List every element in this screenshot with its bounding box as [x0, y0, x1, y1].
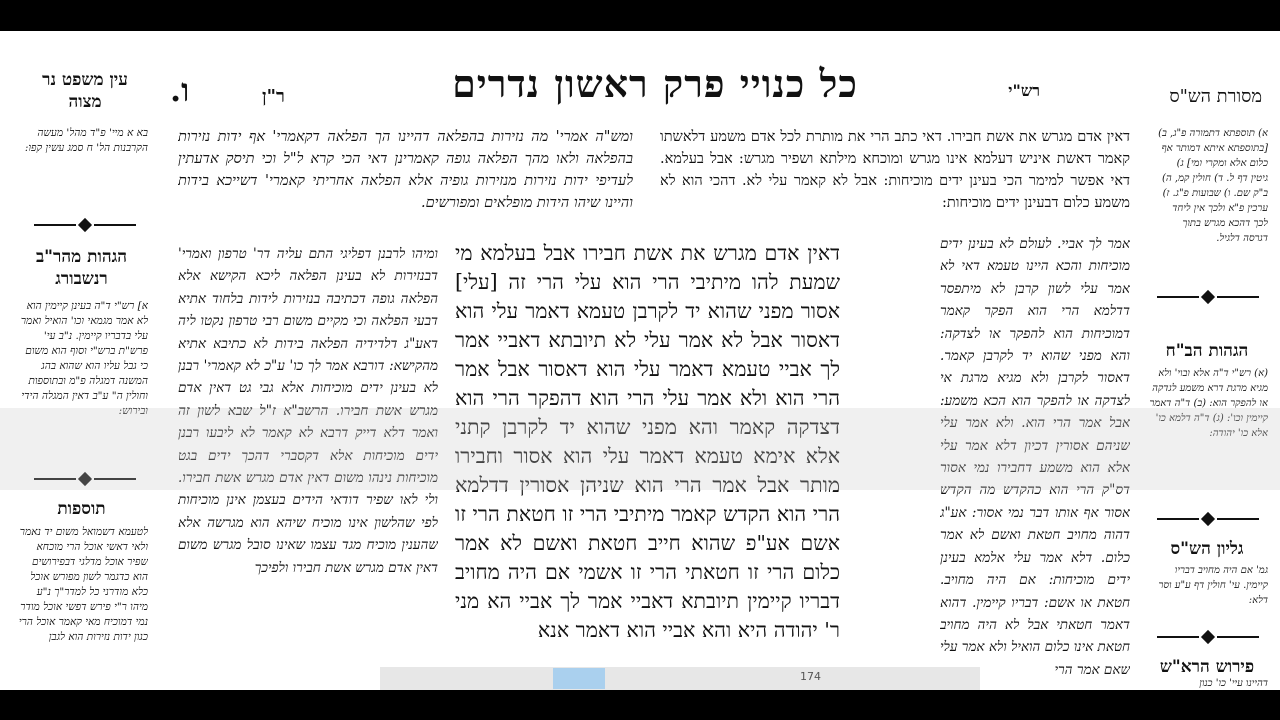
rashi-text: דאין אדם מגרש את אשת חבירו. דאי כתב הרי את מותרת לכל אדם משמע דלאשתו קאמר דאשת איניש דעלמא אינו מגרש ומוכחא מילתא ושפיר מגרש: אבל בעלמא. דאי אפשר למימר הכי בעינן ידים מוכיחות: אבל לא קאמר עלי לא. דהכי הוא לא משמע כלום דבעינן ידים מוכיחות: — [660, 129, 1130, 211]
gilyon-hashas-heading: גליון הש"ס — [1170, 539, 1244, 559]
page-number-indicator[interactable]: 174 — [800, 670, 821, 683]
perush-harosh-text: דהיינו עיי' כו' כנון — [1199, 678, 1268, 689]
ein-mishpat-title: עין משפט נר מצוה — [42, 70, 128, 112]
gilyon-column — [1148, 563, 1268, 618]
hagahot-habach-text: (א) רש"י ד"ה אלא ובוי' ולא מגיא מרגת דרא משמע לגדקה או להפקר הוא: (ב) ד"ה דאמר קיימין וכו': (ג) ד"ה דלמא כו' אלא כו' יהודה: — [1149, 368, 1268, 439]
rashi-text-continued: אמר לך אביי. לעולם לא בעינן ידים מוכיחות והכא היינו טעמא דאי לא אמר עלי לשון קרבן לא מיתפסר דדלמא הרי הוא הפקר קאמר דמוכיחות הוא להפקר או לצדקה: והא מפני שהוא יד לקרבן קאמר. דאסור לקרבן ולא מגיא מרגת אי לצדקה או להפקר הוא הכא משמע: אבל אמר הרי הוא. ולא אמר עלי שניהם אסורין דכיון דלא אמר עלי אלא הוא משמע דחבירו נמי אסור דס"ק הרי הוא כהקדש מה הקדש אסור אף אותו דבר נמי אסור: אע"ג דהוה מחויב חטאת ואשם לא אמר כלום. דלא אמר עלי אלמא בעינן ידים מוכיחות: אם היה מחויב. חטאת או אשם: דבריו קיימין. דהוא דאמר חטאתי אבל לא היה מחויב חטאת אינו כלום הואיל ולא אמר עלי שאם אמר הרי — [940, 236, 1130, 678]
top-letterbox — [0, 0, 1280, 31]
tosafot-column — [18, 525, 148, 693]
hagahot-maharab-heading: הגהות מהר"ב רנשבורג — [35, 247, 128, 289]
toolbar-active-button[interactable] — [553, 668, 605, 689]
ran-text-continued: ומיהו לרבנן דפליגי התם עליה דר' טרפון ואמרי' דבנזירות לא בעינן הפלאה ליכא הקישא אלא הפלאה גופה דכתיבה בנזירות לידות בלחוד אתיא דבעי הפלאה וכי מקיים משום רבי טרפון נקטו ליה דאע"ג דלדידיה הפלאה בידות לא כתיבא אתיא מהקישא: דורבא אמר לך כו' ע"כ לא קאמרי' רבנן לא בעינן ידים מוכיחות אלא גבי גט דאין אדם מגרש אשת חבירו. הרשב"א ז"ל שבא לשון זה ואמר דלא דייק דרבא לא קאמר לא ליבעו רבנן ידים מוכיחות אלא דקסברי דהכך ידים בגט מוכיחות נינהו משום דאין אדם מגרש אשת חבירו. ולי לאו שפיר דודאי הידים בעצמן אינן מוכיחות לפי שהלשון אינו מוכיח שיהא הוא מגרשה אלא שהענין מוכיח מגד עצמו שאינו סובל מגרש משום דאין אדם מגרש אשת חבירו ולפיכך — [178, 246, 438, 576]
page-title: כל כנויי פרק ראשון נדרים — [452, 61, 858, 106]
talmud-page — [0, 31, 1280, 690]
masoret-hashas-title: מסורת הש"ס — [1169, 86, 1262, 107]
ein-mishpat-text: בא א מיי' פ"ד מהל' מעשה הקרבנות הל' ח סמג עשין קפו: — [24, 127, 148, 154]
hagahot-habach-heading: הגהות הב"ח — [1165, 341, 1249, 361]
rashi-column-top — [660, 126, 1130, 214]
masoret-text: א) תוספתא דתמורה פ"ג, ב) [בתוספתא איתא דמותר אף כלום אלא ומקרי ומי] ג) גיטין דף ל. ד) חולין קמ, ה) ב"ק שם. ו) שבועות פ"ג. ז) ערכין פ"א ולכך אין ליחד לכך דהכא מגרש בתוך דגרסה דלגיל. — [1158, 128, 1268, 244]
ran-title: ר"ן — [262, 86, 285, 107]
ran-column-top — [178, 126, 633, 214]
daf-number: ו. — [170, 71, 190, 109]
hagahot-maharab-text: א] רש"י ד"ה בעינן קיימין הוא לא אמר מגמאי וכו' הואיל ואמר עלי בדבריו קיימין. נ"ב עי' פרש"ת ברש"י וסוף הוא משום כי גבל עליו הוא שהוא בהג המשנה דמגלה פ"מ ובתוספות וחולין ה" ע"ב דאין המגלה הידי ובירוש: — [20, 300, 148, 417]
bottom-letterbox — [0, 690, 1280, 720]
ran-text: ומש"ה אמרי' מה נזירות בהפלאה דהיינו הך הפלאה דקאמרי' אף ידות נזירות בהפלאה ולאו מהך הפלאה גופה קאמרינן דאי הכי קרא ל"ל וכי תיסק אדעתין לעדיפי ידות נזירות מנזירות גופיה אלא הפלאה אחריתי קאמרי' דשייכא בידות והיינו שיהו הידות מופלאים ומפורשים. — [178, 129, 633, 211]
viewer-toolbar[interactable] — [380, 667, 980, 690]
tosafot-text: לטעמא דשמואל משום יד נאמר ולאי דאשי אוכל הרי מוכחא שפיר אוכל מדלגי דבפירושים הוא כדגמר לשון מפורש אוכל כלא מודרני כל למדר"ך נ"ע מיהו ר"י פירש דפשי אוכל מודר נמי דמוכיח מאי קאמר אוכל הרי כגון ידות נזירות הוא לגבן — [18, 526, 148, 643]
ornament-divider — [1148, 513, 1268, 525]
perush-harosh-heading: פירוש הרא"ש — [1159, 657, 1255, 677]
gilyon-text: גמ' אם היה מחויב דבריו קיימין. עי' חולין דף ע"ע וסר דלא: — [1158, 565, 1268, 606]
ein-mishpat-column — [18, 126, 148, 201]
gemara-text: דאין אדם מגרש את אשת חבירו אבל בעלמא מי שמעת להו מיתיבי הרי הוא עלי הרי זה [עלי] אסור מפני שהוא יד לקרבן טעמא דאמר עלי הוא דאסור אבל לא אמר עלי לא תיובתא דאביי אמר לך אביי טעמא דאמר עלי הוא דאסור אבל אמר הרי הוא ולא אמר עלי הרי הוא דהפקר הרי הוא דצדקה קאמר והא מפני שהוא יד לקרבן קתני אלא אימא טעמא דאמר עלי הוא אסור וחבירו מותר אבל אמר הרי הוא שניהן אסורין דדלמא הרי הוא הקדש קאמר מיתיבי הרי זו חטאת הרי זו אשם אע"פ שהוא חייב חטאת ואשם לא אמר כלום הרי זו חטאתי הרי זו אשמי אם היה מחויב דבריו קיימין תיובתא דאביי אמר לך אביי הא מני ר' יהודה היא והא אביי הוא דאמר אנא — [455, 241, 840, 642]
ornament-divider — [25, 219, 145, 231]
highlight-band — [0, 408, 1280, 490]
ornament-divider — [1148, 291, 1268, 303]
tosafot-heading: תוספות — [57, 499, 106, 519]
ornament-divider — [1148, 631, 1268, 643]
rashi-title: רש"י — [1008, 81, 1040, 100]
